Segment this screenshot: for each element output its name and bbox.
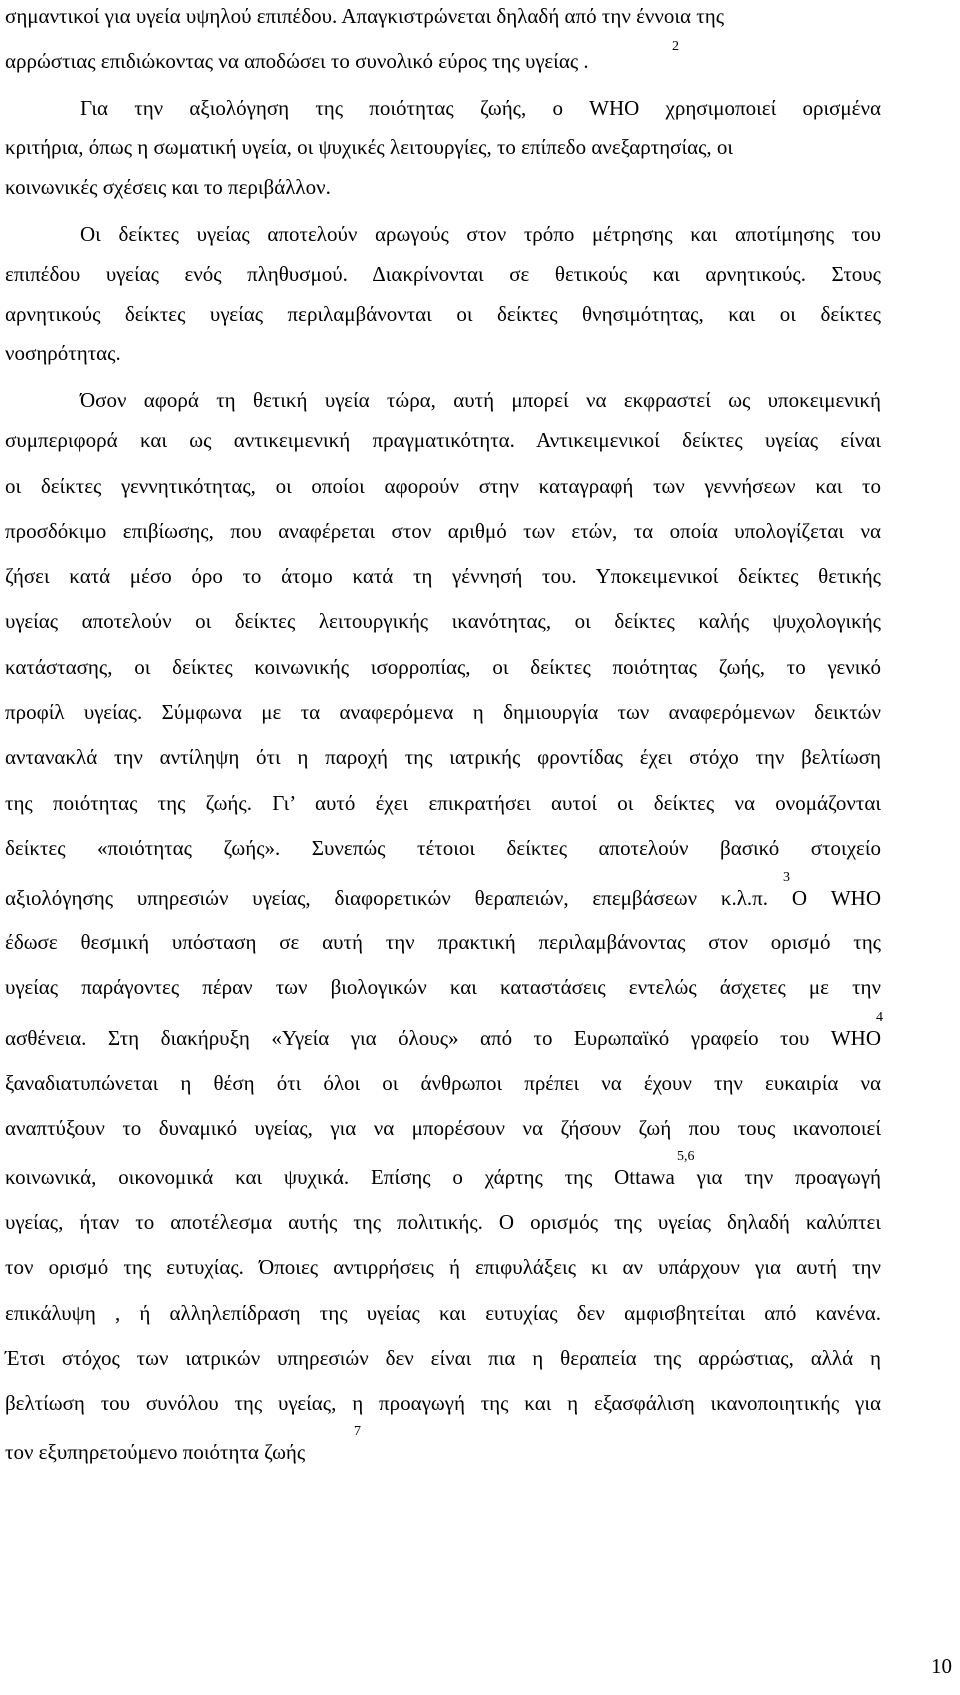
text-line: αξιολόγησης υπηρεσιών υγείας, διαφορετικών θεραπειών, επεμβάσεων κ.λ.π. Ο WHO (5, 886, 881, 910)
text-line: οι δείκτες γεννητικότητας, οι οποίοι αφορούν στην καταγραφή των γεννήσεων και το (5, 474, 881, 498)
footnote-ref: 3 (783, 870, 790, 885)
text-line: υγείας, ήταν το αποτέλεσμα αυτής της πολιτικής. Ο ορισμός της υγείας δηλαδή καλύπτει (5, 1210, 881, 1234)
text-line: σημαντικοί για υγεία υψηλού επιπέδου. Απαγκιστρώνεται δηλαδή από την έννοια της (5, 4, 725, 28)
text-line: επιπέδου υγείας ενός πληθυσμού. Διακρίνονται σε θετικούς και αρνητικούς. Στους (5, 262, 881, 286)
text-line: έδωσε θεσμική υπόσταση σε αυτή την πρακτική περιλαμβάνοντας στον ορισμό της (5, 930, 881, 954)
text-line: αναπτύξουν το δυναμικό υγείας, για να μπορέσουν να ζήσουν ζωή που τους ικανοποιεί (5, 1116, 881, 1140)
text-line: Όσον αφορά τη θετική υγεία τώρα, αυτή μπορεί να εκφραστεί ως υποκειμενική (80, 388, 881, 412)
text-line: προφίλ υγείας. Σύμφωνα με τα αναφερόμενα η δημιουργία των αναφερόμενων δεικτών (5, 700, 881, 724)
text-line: επικάλυψη , ή αλληλεπίδραση της υγείας και ευτυχίας δεν αμφισβητείται από κανένα. (5, 1301, 881, 1325)
text-line: Για την αξιολόγηση της ποιότητας ζωής, ο WHO χρησιμοποιεί ορισμένα (80, 96, 881, 120)
text-line: τον εξυπηρετούμενο ποιότητα ζωής (5, 1440, 306, 1464)
text-line: κοινωνικά, οικονομικά και ψυχικά. Επίσης ο χάρτης της Ottawa για την προαγωγή (5, 1165, 881, 1189)
text-line: δείκτες «ποιότητας ζωής». Συνεπώς τέτοιοι δείκτες αποτελούν βασικό στοιχείο (5, 836, 881, 860)
text-line: βελτίωση του συνόλου της υγείας, η προαγωγή της και η εξασφάλιση ικανοποιητικής για (5, 1391, 881, 1415)
text-line: αντανακλά την αντίληψη ότι η παροχή της ιατρικής φροντίδας έχει στόχο την βελτίωση (5, 745, 881, 769)
text-line: τον ορισμό της ευτυχίας. Όποιες αντιρρήσεις ή επιφυλάξεις κι αν υπάρχουν για αυτή την (5, 1255, 881, 1279)
text-line: κριτήρια, όπως η σωματική υγεία, οι ψυχικές λειτουργίες, το επίπεδο ανεξαρτησίας, οι (5, 135, 734, 159)
text-line: νοσηρότητας. (5, 341, 121, 365)
text-line: αρνητικούς δείκτες υγείας περιλαμβάνονται οι δείκτες θνησιμότητας, και οι δείκτες (5, 302, 881, 326)
footnote-ref: 4 (876, 1010, 883, 1025)
text-line: ασθένεια. Στη διακήρυξη «Υγεία για όλους» από το Ευρωπαϊκό γραφείο του WHO (5, 1026, 881, 1050)
footnote-ref: 2 (672, 39, 679, 54)
text-line: Έτσι στόχος των ιατρικών υπηρεσιών δεν είναι πια η θεραπεία της αρρώστιας, αλλά η (5, 1346, 881, 1370)
text-line: της ποιότητας της ζωής. Γι’ αυτό έχει επικρατήσει αυτοί οι δείκτες να ονομάζονται (5, 791, 881, 815)
footnote-ref: 5,6 (677, 1149, 695, 1164)
text-line: ξαναδιατυπώνεται η θέση ότι όλοι οι άνθρωποι πρέπει να έχουν την ευκαιρία να (5, 1071, 881, 1095)
text-line: κατάστασης, οι δείκτες κοινωνικής ισορροπίας, οι δείκτες ποιότητας ζωής, το γενικό (5, 655, 881, 679)
text-line: υγείας παράγοντες πέραν των βιολογικών και καταστάσεις εντελώς άσχετες με την (5, 975, 881, 999)
text-line: υγείας αποτελούν οι δείκτες λειτουργικής ικανότητας, οι δείκτες καλής ψυχολογικής (5, 609, 881, 633)
footnote-ref: 7 (354, 1424, 361, 1439)
text-line: Οι δείκτες υγείας αποτελούν αρωγούς στον τρόπο μέτρησης και αποτίμησης του (80, 222, 881, 246)
text-line: ζήσει κατά μέσο όρο το άτομο κατά τη γέννησή του. Υποκειμενικοί δείκτες θετικής (5, 564, 881, 588)
text-line: προσδόκιμο επιβίωσης, που αναφέρεται στον αριθμό των ετών, τα οποία υπολογίζεται να (5, 519, 881, 543)
text-line: κοινωνικές σχέσεις και το περιβάλλον. (5, 175, 331, 199)
page-number: 10 (931, 1654, 952, 1678)
text-line: αρρώστιας επιδιώκοντας να αποδώσει το συνολικό εύρος της υγείας . (5, 49, 589, 73)
text-line: συμπεριφορά και ως αντικειμενική πραγματικότητα. Αντικειμενικοί δείκτες υγείας είναι (5, 428, 881, 452)
